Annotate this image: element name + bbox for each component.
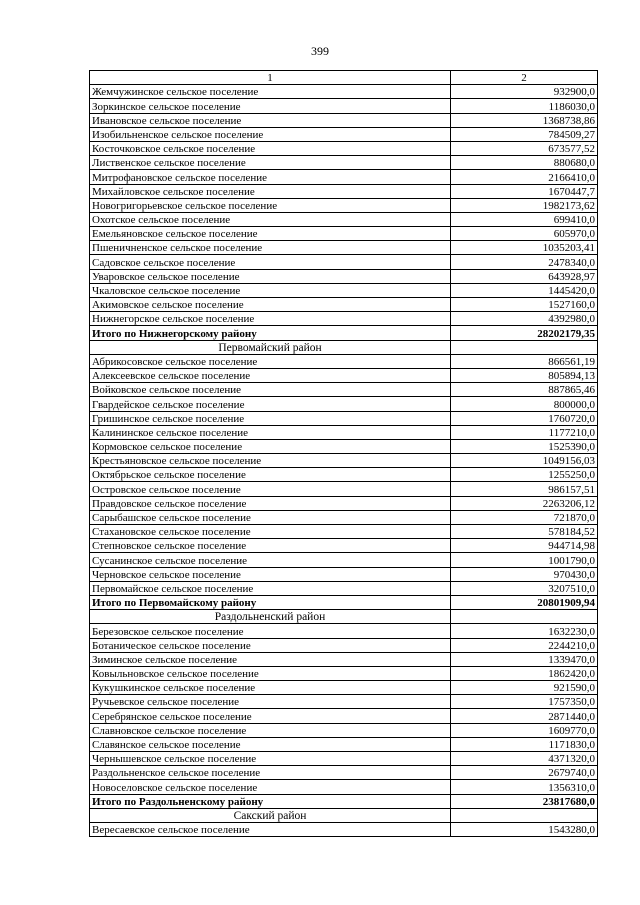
settlement-amount: 1356310,0 [451, 780, 598, 794]
settlement-name: Октябрьское сельское поселение [90, 468, 451, 482]
settlement-name: Митрофановское сельское поселение [90, 170, 451, 184]
settlement-amount: 1760720,0 [451, 411, 598, 425]
settlement-row [90, 156, 598, 170]
settlement-name: Зоркинское сельское поселение [90, 99, 451, 113]
settlement-name: Чкаловское сельское поселение [90, 283, 451, 297]
settlement-row [90, 227, 598, 241]
settlement-row [90, 141, 598, 155]
settlement-row [90, 496, 598, 510]
settlement-row [90, 298, 598, 312]
settlement-row [90, 723, 598, 737]
settlement-row [90, 737, 598, 751]
district-total-row [90, 595, 598, 609]
district-name: Раздольненский район [90, 610, 451, 624]
settlement-amount: 2478340,0 [451, 255, 598, 269]
settlement-name: Серебрянское сельское поселение [90, 709, 451, 723]
settlement-amount: 1609770,0 [451, 723, 598, 737]
settlement-amount: 1339470,0 [451, 652, 598, 666]
total-label: Итого по Нижнегорскому району [90, 326, 451, 340]
settlement-row [90, 482, 598, 496]
settlement-name: Черновское сельское поселение [90, 567, 451, 581]
settlement-amount: 1001790,0 [451, 553, 598, 567]
settlement-name: Зиминское сельское поселение [90, 652, 451, 666]
settlement-amount: 1368738,86 [451, 113, 598, 127]
settlement-amount: 643928,97 [451, 269, 598, 283]
settlement-amount: 1525390,0 [451, 439, 598, 453]
settlement-name: Вересаевское сельское поселение [90, 822, 451, 836]
settlement-amount: 800000,0 [451, 397, 598, 411]
district-total-row [90, 326, 598, 340]
settlement-name: Гвардейское сельское поселение [90, 397, 451, 411]
settlement-amount: 578184,52 [451, 525, 598, 539]
district-header-row [90, 610, 598, 624]
settlement-row [90, 454, 598, 468]
settlement-name: Кормовское сельское поселение [90, 439, 451, 453]
settlement-name: Островское сельское поселение [90, 482, 451, 496]
settlement-name: Уваровское сельское поселение [90, 269, 451, 283]
settlement-amount: 605970,0 [451, 227, 598, 241]
settlement-row [90, 383, 598, 397]
settlement-amount: 970430,0 [451, 567, 598, 581]
settlement-name: Правдовское сельское поселение [90, 496, 451, 510]
total-label: Итого по Первомайскому району [90, 595, 451, 609]
district-value-cell [451, 610, 598, 624]
settlement-row [90, 170, 598, 184]
settlement-row [90, 567, 598, 581]
settlement-row [90, 411, 598, 425]
settlement-amount: 944714,98 [451, 539, 598, 553]
settlement-name: Гришинское сельское поселение [90, 411, 451, 425]
settlement-row [90, 681, 598, 695]
column-header-name: 1 [90, 71, 451, 85]
settlement-row [90, 638, 598, 652]
settlement-name: Абрикосовское сельское поселение [90, 354, 451, 368]
settlement-row [90, 780, 598, 794]
settlement-row [90, 553, 598, 567]
settlement-amount: 1543280,0 [451, 822, 598, 836]
settlement-row [90, 184, 598, 198]
settlement-amount: 1177210,0 [451, 425, 598, 439]
table-body [90, 71, 598, 837]
settlement-name: Березовское сельское поселение [90, 624, 451, 638]
settlement-amount: 4392980,0 [451, 312, 598, 326]
settlement-row [90, 212, 598, 226]
total-amount: 23817680,0 [451, 794, 598, 808]
settlement-row [90, 283, 598, 297]
settlement-row [90, 752, 598, 766]
settlement-name: Войковское сельское поселение [90, 383, 451, 397]
settlement-amount: 1632230,0 [451, 624, 598, 638]
settlement-name: Лиственское сельское поселение [90, 156, 451, 170]
total-amount: 28202179,35 [451, 326, 598, 340]
settlement-amount: 2263206,12 [451, 496, 598, 510]
settlement-name: Первомайское сельское поселение [90, 581, 451, 595]
settlement-amount: 2871440,0 [451, 709, 598, 723]
settlement-row [90, 766, 598, 780]
settlement-amount: 1527160,0 [451, 298, 598, 312]
settlement-name: Ручьевское сельское поселение [90, 695, 451, 709]
district-value-cell [451, 808, 598, 822]
district-name: Первомайский район [90, 340, 451, 354]
settlement-name: Жемчужинское сельское поселение [90, 85, 451, 99]
column-header-value: 2 [451, 71, 598, 85]
page-number: 399 [311, 44, 329, 58]
settlement-amount: 1982173,62 [451, 198, 598, 212]
settlement-row [90, 709, 598, 723]
settlement-amount: 721870,0 [451, 510, 598, 524]
total-amount: 20801909,94 [451, 595, 598, 609]
settlement-amount: 784509,27 [451, 127, 598, 141]
district-total-row [90, 794, 598, 808]
settlement-row [90, 425, 598, 439]
settlement-amount: 2679740,0 [451, 766, 598, 780]
settlement-row [90, 255, 598, 269]
settlement-amount: 3207510,0 [451, 581, 598, 595]
settlement-name: Алексеевское сельское поселение [90, 368, 451, 382]
district-header-row [90, 808, 598, 822]
settlement-amount: 887865,46 [451, 383, 598, 397]
settlement-amount: 986157,51 [451, 482, 598, 496]
settlement-row [90, 368, 598, 382]
settlement-amount: 2244210,0 [451, 638, 598, 652]
settlement-row [90, 241, 598, 255]
settlement-row [90, 127, 598, 141]
settlement-row [90, 439, 598, 453]
settlement-amount: 1255250,0 [451, 468, 598, 482]
settlement-amount: 1862420,0 [451, 666, 598, 680]
settlement-row [90, 525, 598, 539]
settlement-amount: 1757350,0 [451, 695, 598, 709]
settlement-name: Чернышевское сельское поселение [90, 752, 451, 766]
settlement-amount: 1445420,0 [451, 283, 598, 297]
settlement-amount: 699410,0 [451, 212, 598, 226]
settlement-name: Охотское сельское поселение [90, 212, 451, 226]
settlement-row [90, 198, 598, 212]
district-name: Сакский район [90, 808, 451, 822]
settlement-row [90, 468, 598, 482]
settlement-name: Степновское сельское поселение [90, 539, 451, 553]
settlement-name: Нижнегорское сельское поселение [90, 312, 451, 326]
settlement-row [90, 85, 598, 99]
settlement-amount: 1171830,0 [451, 737, 598, 751]
settlement-name: Раздольненское сельское поселение [90, 766, 451, 780]
settlement-name: Сусанинское сельское поселение [90, 553, 451, 567]
settlement-row [90, 652, 598, 666]
settlement-amount: 866561,19 [451, 354, 598, 368]
settlement-row [90, 695, 598, 709]
settlement-name: Пшеничненское сельское поселение [90, 241, 451, 255]
settlement-row [90, 397, 598, 411]
settlement-name: Новоселовское сельское поселение [90, 780, 451, 794]
settlement-row [90, 510, 598, 524]
settlement-name: Ковыльновское сельское поселение [90, 666, 451, 680]
settlement-name: Калининское сельское поселение [90, 425, 451, 439]
settlement-row [90, 354, 598, 368]
settlement-name: Сарыбашское сельское поселение [90, 510, 451, 524]
settlement-amount: 1049156,03 [451, 454, 598, 468]
district-header-row [90, 340, 598, 354]
settlement-name: Косточковское сельское поселение [90, 141, 451, 155]
settlement-amount: 805894,13 [451, 368, 598, 382]
settlement-row [90, 269, 598, 283]
settlement-row [90, 666, 598, 680]
settlement-name: Ботаническое сельское поселение [90, 638, 451, 652]
settlement-amount: 932900,0 [451, 85, 598, 99]
settlement-row [90, 581, 598, 595]
settlement-name: Крестьяновское сельское поселение [90, 454, 451, 468]
settlement-name: Славновское сельское поселение [90, 723, 451, 737]
settlement-name: Емельяновское сельское поселение [90, 227, 451, 241]
settlement-name: Садовское сельское поселение [90, 255, 451, 269]
total-label: Итого по Раздольненскому району [90, 794, 451, 808]
settlement-row [90, 539, 598, 553]
settlement-name: Новогригорьевское сельское поселение [90, 198, 451, 212]
settlement-name: Кукушкинское сельское поселение [90, 681, 451, 695]
settlement-name: Михайловское сельское поселение [90, 184, 451, 198]
settlement-amount: 1035203,41 [451, 241, 598, 255]
settlement-name: Ивановское сельское поселение [90, 113, 451, 127]
table-header-row [90, 71, 598, 85]
settlement-row [90, 822, 598, 836]
settlement-row [90, 113, 598, 127]
settlement-amount: 1670447,7 [451, 184, 598, 198]
settlement-amount: 1186030,0 [451, 99, 598, 113]
settlement-amount: 921590,0 [451, 681, 598, 695]
settlement-row [90, 624, 598, 638]
settlements-budget-table [89, 70, 598, 837]
settlement-name: Славянское сельское поселение [90, 737, 451, 751]
settlement-name: Стахановское сельское поселение [90, 525, 451, 539]
settlement-amount: 2166410,0 [451, 170, 598, 184]
settlement-amount: 673577,52 [451, 141, 598, 155]
settlement-amount: 4371320,0 [451, 752, 598, 766]
district-value-cell [451, 340, 598, 354]
settlement-row [90, 312, 598, 326]
settlement-row [90, 99, 598, 113]
settlement-amount: 880680,0 [451, 156, 598, 170]
settlement-name: Акимовское сельское поселение [90, 298, 451, 312]
settlement-name: Изобильненское сельское поселение [90, 127, 451, 141]
